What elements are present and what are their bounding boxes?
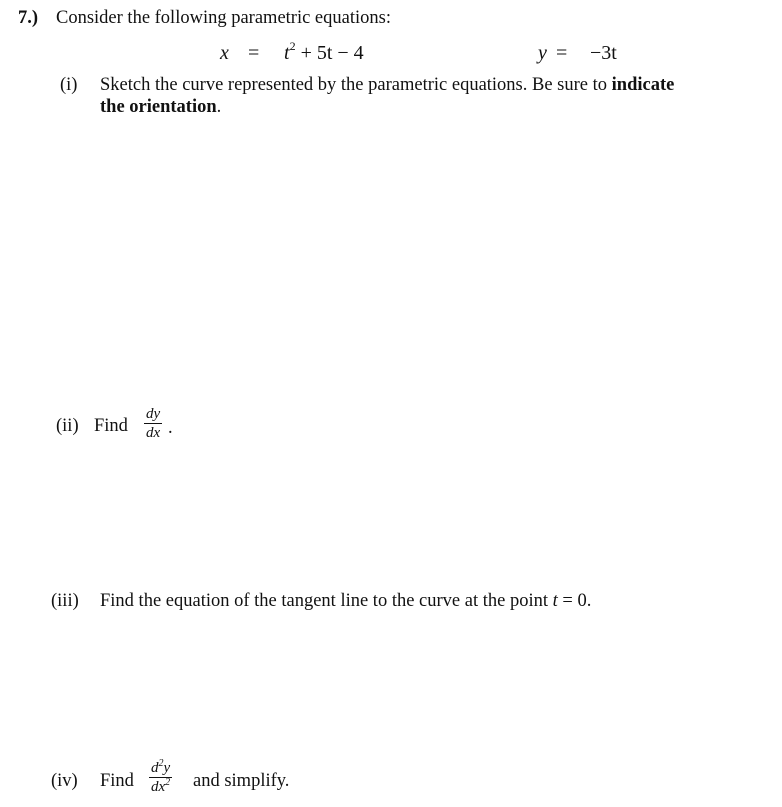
part-i-line1 <box>100 75 674 96</box>
part-i-bold-orientation: the orientation <box>100 97 217 117</box>
part-iii-line <box>100 591 591 612</box>
equation-y-equals: = <box>556 42 568 64</box>
part-ii-find: Find <box>94 416 128 436</box>
part-i-period: . <box>216 97 222 117</box>
part-iii-label: (iii) <box>51 591 79 611</box>
part-iv-find: Find <box>100 771 134 791</box>
problem-intro: Consider the following parametric equations: <box>56 8 391 28</box>
equation-y-rhs: −3t <box>590 42 617 64</box>
part-ii-period: . <box>168 418 173 438</box>
part-iv-num-d: d <box>151 760 159 776</box>
part-iv-num-var: y <box>163 760 171 776</box>
part-iii-text: Find the equation of the tangent line to the curve at the point <box>100 591 553 611</box>
part-iv-den-exp: 2 <box>165 777 171 788</box>
equation-x-rhs <box>284 39 364 65</box>
part-ii-fraction <box>144 406 162 441</box>
equation-x-variable: x <box>220 42 229 64</box>
equation-x-exponent: 2 <box>289 39 296 53</box>
problem-number: 7.) <box>18 8 39 28</box>
part-iv-tail: and simplify. <box>193 771 290 791</box>
part-i-bold-indicate: indicate <box>611 75 675 95</box>
equation-y-variable: y <box>538 42 547 64</box>
part-iv-fraction <box>149 760 172 795</box>
part-ii-denominator: dx <box>146 425 161 441</box>
equation-x-base: t <box>284 42 290 64</box>
part-iii-math-var: t <box>552 591 558 611</box>
part-iii-math-rest: = 0. <box>557 591 592 611</box>
part-i-text: Sketch the curve represented by the parametric equations. Be sure to <box>100 75 612 95</box>
part-iv-num-exp: 2 <box>158 758 164 769</box>
equation-x-rest: + 5t − 4 <box>295 42 364 64</box>
equation-x-equals: = <box>248 42 260 64</box>
part-iv-label: (iv) <box>51 771 78 791</box>
part-i-line2 <box>100 97 221 118</box>
part-ii-numerator: dy <box>146 406 161 422</box>
part-ii-label: (ii) <box>56 416 79 436</box>
part-i-label: (i) <box>60 75 78 95</box>
part-iv-den-dx: dx <box>151 779 166 795</box>
part-iv-denominator <box>149 778 172 795</box>
part-iv-numerator <box>149 760 172 777</box>
